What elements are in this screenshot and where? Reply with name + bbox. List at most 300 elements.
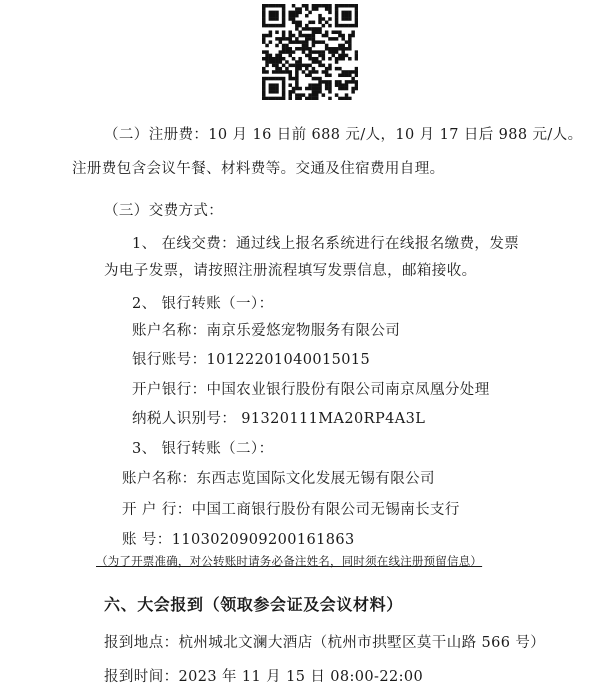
- qr-module: [338, 30, 342, 34]
- qr-module: [279, 50, 283, 54]
- qr-module: [328, 7, 332, 11]
- qr-module: [305, 34, 309, 38]
- qr-module: [348, 37, 352, 41]
- qr-module: [308, 97, 312, 100]
- qr-module: [318, 60, 322, 64]
- qr-module: [275, 57, 279, 61]
- qr-module: [355, 14, 358, 18]
- qr-module: [298, 40, 302, 44]
- qr-module: [285, 37, 289, 41]
- qr-module: [262, 80, 266, 84]
- qr-module: [315, 90, 319, 94]
- qr-module: [302, 44, 306, 48]
- qr-module: [288, 54, 292, 58]
- qr-module: [322, 70, 326, 74]
- qr-module: [355, 87, 358, 91]
- qr-module: [351, 24, 355, 28]
- qr-module: [262, 77, 266, 81]
- qr-module: [335, 30, 339, 34]
- qr-module: [335, 47, 339, 51]
- qr-module: [265, 44, 269, 48]
- qr-module: [262, 97, 266, 100]
- qr-module: [275, 67, 279, 71]
- qr-module: [312, 44, 316, 48]
- qr-module: [341, 37, 345, 41]
- online-payment-line-2: 为电子发票，请按照注册流程填写发票信息，邮箱接收。: [104, 263, 477, 279]
- qr-module: [322, 64, 326, 68]
- qr-module: [269, 97, 273, 100]
- qr-module: [285, 60, 289, 64]
- qr-module: [288, 40, 292, 44]
- qr-module: [315, 7, 319, 11]
- qr-module: [348, 11, 352, 15]
- qr-module: [298, 24, 302, 28]
- qr-module: [272, 17, 276, 21]
- qr-module: [282, 93, 286, 97]
- qr-module: [348, 74, 352, 78]
- qr-module: [351, 77, 355, 81]
- qr-module: [335, 24, 339, 28]
- qr-module: [348, 97, 352, 100]
- qr-module: [262, 21, 266, 25]
- qr-module: [312, 4, 316, 8]
- qr-module: [328, 50, 332, 54]
- qr-module: [351, 4, 355, 8]
- qr-module: [322, 93, 326, 97]
- qr-module: [312, 57, 316, 61]
- qr-module: [345, 83, 349, 87]
- qr-module: [262, 87, 266, 91]
- qr-module: [262, 57, 266, 61]
- qr-module: [292, 4, 296, 8]
- qr-module: [288, 93, 292, 97]
- qr-module: [282, 44, 286, 48]
- qr-module: [262, 11, 266, 15]
- qr-module: [351, 87, 355, 91]
- qr-module: [288, 47, 292, 51]
- qr-module: [312, 90, 316, 94]
- qr-module: [312, 77, 316, 81]
- checkin-location: 报到地点：杭州城北文澜大酒店（杭州市拱墅区莫干山路 566 号）: [104, 635, 546, 651]
- qr-module: [302, 64, 306, 68]
- qr-module: [282, 21, 286, 25]
- qr-module: [279, 77, 283, 81]
- qr-module: [302, 47, 306, 51]
- qr-module: [312, 70, 316, 74]
- qr-module: [279, 70, 283, 74]
- qr-module: [295, 7, 299, 11]
- qr-module: [345, 54, 349, 58]
- qr-module: [295, 70, 299, 74]
- qr-module: [269, 60, 273, 64]
- qr-module: [272, 57, 276, 61]
- qr-module: [269, 40, 273, 44]
- qr-module: [265, 50, 269, 54]
- qr-module: [298, 67, 302, 71]
- qr-module: [292, 77, 296, 81]
- qr-module: [262, 4, 266, 8]
- qr-module: [325, 7, 329, 11]
- qr-module: [338, 83, 342, 87]
- qr-module: [355, 7, 358, 11]
- qr-module: [308, 93, 312, 97]
- qr-module: [341, 11, 345, 15]
- qr-module: [282, 77, 286, 81]
- qr-module: [322, 24, 326, 28]
- qr-module: [322, 80, 326, 84]
- qr-module: [325, 21, 329, 25]
- qr-module: [288, 83, 292, 87]
- qr-module: [295, 74, 299, 78]
- qr-module: [355, 54, 358, 58]
- qr-module: [295, 11, 299, 15]
- qr-module: [318, 27, 322, 31]
- qr-module: [355, 67, 358, 71]
- qr-module: [288, 14, 292, 18]
- qr-module: [328, 83, 332, 87]
- qr-module: [275, 64, 279, 68]
- qr-module: [298, 87, 302, 91]
- qr-module: [335, 21, 339, 25]
- qr-module: [318, 54, 322, 58]
- qr-module: [312, 30, 316, 34]
- qr-module: [355, 74, 358, 78]
- payment-title: （三）交费方式：: [104, 203, 224, 219]
- qr-module: [328, 67, 332, 71]
- qr-module: [298, 30, 302, 34]
- qr-module: [338, 47, 342, 51]
- qr-module: [338, 57, 342, 61]
- qr-module: [322, 4, 326, 8]
- qr-module: [288, 34, 292, 38]
- qr-module: [262, 93, 266, 97]
- qr-module: [282, 70, 286, 74]
- qr-module: [298, 97, 302, 100]
- qr-module: [269, 90, 273, 94]
- qr-module: [348, 44, 352, 48]
- qr-module: [318, 30, 322, 34]
- qr-module: [262, 70, 266, 74]
- qr-module: [341, 44, 345, 48]
- qr-module: [272, 14, 276, 18]
- qr-module: [332, 50, 336, 54]
- qr-module: [298, 7, 302, 11]
- qr-module: [325, 34, 329, 38]
- qr-module: [298, 93, 302, 97]
- qr-module: [295, 67, 299, 71]
- qr-module: [275, 37, 279, 41]
- qr-module: [348, 57, 352, 61]
- qr-module: [302, 50, 306, 54]
- qr-module: [305, 37, 309, 41]
- qr-module: [262, 83, 266, 87]
- qr-module: [308, 11, 312, 15]
- qr-module: [269, 30, 273, 34]
- qr-module: [295, 21, 299, 25]
- bank-1-account-number: 银行账号：10122201040015015: [132, 352, 371, 368]
- qr-module: [295, 47, 299, 51]
- qr-module: [338, 74, 342, 78]
- qr-module: [312, 34, 316, 38]
- qr-module: [282, 11, 286, 15]
- qr-module: [332, 54, 336, 58]
- qr-module: [275, 11, 279, 15]
- qr-module: [265, 4, 269, 8]
- bank-transfer-2-title: 3、 银行转账（二）：: [132, 441, 274, 457]
- qr-module: [295, 27, 299, 31]
- qr-module: [312, 27, 316, 31]
- qr-module: [338, 97, 342, 100]
- qr-module: [315, 50, 319, 54]
- qr-module: [318, 40, 322, 44]
- qr-module: [308, 83, 312, 87]
- qr-module: [305, 67, 309, 71]
- qr-module: [292, 21, 296, 25]
- qr-module: [279, 54, 283, 58]
- qr-module: [335, 93, 339, 97]
- qr-module: [348, 4, 352, 8]
- qr-module: [275, 54, 279, 58]
- qr-module: [272, 90, 276, 94]
- qr-module: [282, 90, 286, 94]
- qr-module: [288, 70, 292, 74]
- qr-module: [348, 80, 352, 84]
- qr-module: [345, 80, 349, 84]
- qr-module: [282, 24, 286, 28]
- qr-module: [335, 60, 339, 64]
- qr-module: [341, 17, 345, 21]
- qr-module: [275, 60, 279, 64]
- qr-module: [288, 30, 292, 34]
- qr-module: [328, 4, 332, 8]
- qr-module: [348, 14, 352, 18]
- qr-module: [332, 37, 336, 41]
- qr-module: [269, 17, 273, 21]
- qr-module: [355, 50, 358, 54]
- qr-module: [335, 80, 339, 84]
- qr-module: [335, 17, 339, 21]
- qr-module: [325, 74, 329, 78]
- qr-module: [345, 70, 349, 74]
- qr-module: [295, 60, 299, 64]
- qr-module: [302, 4, 306, 8]
- qr-module: [348, 70, 352, 74]
- qr-module: [305, 74, 309, 78]
- transfer-note: （为了开票准确，对公转账时请务必备注姓名，同时须在线注册预留信息）: [96, 554, 483, 568]
- qr-module: [305, 87, 309, 91]
- qr-module: [262, 17, 266, 21]
- qr-module: [325, 44, 329, 48]
- qr-module: [262, 67, 266, 71]
- qr-module: [308, 47, 312, 51]
- qr-module: [275, 17, 279, 21]
- qr-module: [295, 77, 299, 81]
- qr-module: [262, 37, 266, 41]
- qr-module: [305, 27, 309, 31]
- qr-module: [305, 7, 309, 11]
- qr-module: [345, 93, 349, 97]
- qr-module: [355, 57, 358, 61]
- qr-module: [272, 83, 276, 87]
- qr-module: [288, 90, 292, 94]
- qr-module: [282, 4, 286, 8]
- qr-module: [328, 37, 332, 41]
- qr-module: [338, 4, 342, 8]
- qr-module: [302, 27, 306, 31]
- qr-module: [285, 70, 289, 74]
- qr-module: [272, 87, 276, 91]
- qr-module: [338, 34, 342, 38]
- qr-module: [275, 44, 279, 48]
- qr-module: [315, 70, 319, 74]
- qr-module: [318, 50, 322, 54]
- qr-module: [315, 57, 319, 61]
- qr-module: [282, 87, 286, 91]
- qr-module: [335, 11, 339, 15]
- qr-module: [318, 80, 322, 84]
- qr-module: [282, 14, 286, 18]
- qr-module: [285, 47, 289, 51]
- qr-module: [341, 97, 345, 100]
- bank-2-bank-name: 开 户 行：中国工商银行股份有限公司无锡南长支行: [122, 502, 460, 518]
- qr-module: [282, 37, 286, 41]
- qr-module: [288, 17, 292, 21]
- qr-module: [279, 67, 283, 71]
- qr-module: [269, 14, 273, 18]
- qr-module: [292, 40, 296, 44]
- qr-module: [338, 80, 342, 84]
- qr-module: [312, 40, 316, 44]
- checkin-section-title: 六、大会报到（领取参会证及会议材料）: [104, 595, 403, 614]
- qr-module: [305, 44, 309, 48]
- qr-module: [285, 67, 289, 71]
- qr-module: [315, 60, 319, 64]
- qr-module: [312, 87, 316, 91]
- qr-module: [279, 24, 283, 28]
- qr-module: [345, 24, 349, 28]
- qr-module: [282, 80, 286, 84]
- qr-module: [292, 50, 296, 54]
- qr-module: [312, 50, 316, 54]
- qr-module: [322, 40, 326, 44]
- qr-module: [295, 83, 299, 87]
- qr-module: [318, 17, 322, 21]
- qr-module: [282, 57, 286, 61]
- qr-module: [345, 40, 349, 44]
- qr-module: [288, 97, 292, 100]
- qr-module: [282, 83, 286, 87]
- qr-module: [315, 93, 319, 97]
- qr-module: [295, 24, 299, 28]
- qr-module: [338, 67, 342, 71]
- qr-module: [338, 24, 342, 28]
- qr-module: [308, 70, 312, 74]
- qr-module: [318, 21, 322, 25]
- qr-module: [272, 70, 276, 74]
- qr-module: [305, 14, 309, 18]
- qr-module: [308, 64, 312, 68]
- qr-module: [322, 17, 326, 21]
- bank-2-account-name: 账户名称：东西志览国际文化发展无锡有限公司: [122, 471, 435, 487]
- qr-module: [335, 67, 339, 71]
- qr-module: [269, 83, 273, 87]
- qr-module: [298, 21, 302, 25]
- bank-1-bank-name: 开户银行：中国农业银行股份有限公司南京凤凰分处理: [132, 382, 490, 398]
- qr-module: [332, 30, 336, 34]
- qr-module: [269, 4, 273, 8]
- qr-module: [262, 90, 266, 94]
- qr-module: [275, 87, 279, 91]
- qr-module: [305, 97, 309, 100]
- qr-module: [355, 17, 358, 21]
- qr-module: [318, 77, 322, 81]
- qr-module: [345, 17, 349, 21]
- checkin-time: 报到时间：2023 年 11 月 15 日 08:00-22:00: [104, 669, 424, 685]
- qr-module: [328, 87, 332, 91]
- qr-module: [335, 50, 339, 54]
- qr-module: [312, 83, 316, 87]
- qr-module: [292, 34, 296, 38]
- qr-module: [265, 77, 269, 81]
- qr-module: [269, 87, 273, 91]
- qr-module: [338, 54, 342, 58]
- qr-module: [265, 34, 269, 38]
- qr-module: [279, 60, 283, 64]
- qr-module: [335, 37, 339, 41]
- qr-module: [282, 50, 286, 54]
- qr-module: [355, 4, 358, 8]
- qr-module: [325, 4, 329, 8]
- qr-module: [315, 97, 319, 100]
- qr-module: [345, 4, 349, 8]
- qr-module: [345, 74, 349, 78]
- qr-module: [269, 24, 273, 28]
- qr-module: [345, 14, 349, 18]
- qr-module: [269, 57, 273, 61]
- qr-code-image: [262, 4, 358, 100]
- qr-module: [332, 47, 336, 51]
- qr-module: [355, 80, 358, 84]
- qr-module: [305, 4, 309, 8]
- qr-module: [262, 7, 266, 11]
- qr-module: [348, 47, 352, 51]
- qr-module: [282, 30, 286, 34]
- online-payment-line-1: 1、 在线交费：通过线上报名系统进行在线报名缴费，发票: [132, 236, 520, 252]
- qr-module: [341, 54, 345, 58]
- qr-module: [308, 54, 312, 58]
- qr-module: [272, 97, 276, 100]
- qr-module: [285, 50, 289, 54]
- qr-module: [335, 57, 339, 61]
- qr-module: [318, 14, 322, 18]
- qr-module: [275, 14, 279, 18]
- bank-2-account-number: 账 号：1103020909200161863: [122, 532, 355, 548]
- qr-module: [341, 34, 345, 38]
- qr-module: [288, 64, 292, 68]
- qr-module: [318, 4, 322, 8]
- qr-module: [355, 24, 358, 28]
- qr-module: [341, 14, 345, 18]
- qr-module: [308, 34, 312, 38]
- qr-module: [322, 34, 326, 38]
- qr-module: [328, 57, 332, 61]
- qr-module: [351, 34, 355, 38]
- qr-module: [279, 4, 283, 8]
- qr-module: [302, 40, 306, 44]
- qr-module: [292, 87, 296, 91]
- qr-module: [295, 80, 299, 84]
- qr-module: [345, 87, 349, 91]
